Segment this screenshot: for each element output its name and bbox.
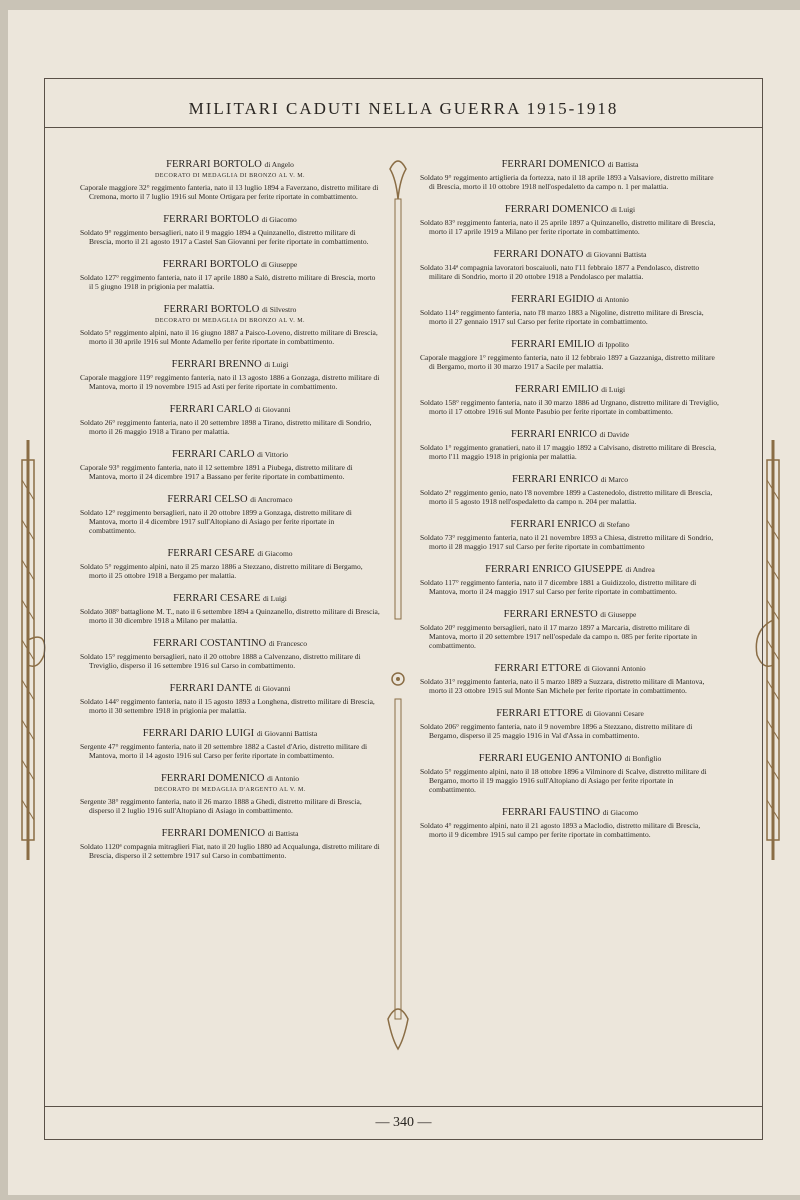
entry-text: Soldato 114° reggimento fanteria, nato l'8 marzo 1883 a Nigoline, distretto militare di Brescia, morto il 27 gennaio 1917 sul Carso per ferite riportate in combattimento.: [420, 308, 704, 326]
soldier-name: FERRARI BORTOLO: [166, 159, 262, 170]
left-column: [80, 159, 380, 873]
entry-text: Soldato 5° reggimento alpini, nato il 16 giugno 1887 a Paisco-Loveno, distretto militare di Brescia, morto il 30 aprile 1916 sul Monte Adamello per ferite riportate in combattimento.: [80, 328, 378, 346]
father-name: di Giovanni Antonio: [583, 664, 646, 673]
soldier-name: FERRARI EUGENIO ANTONIO: [478, 753, 623, 764]
father-name: di Luigi: [601, 385, 626, 394]
footer-bar: [45, 1106, 762, 1139]
father-name: di Antonio: [596, 295, 629, 304]
entry: [80, 259, 380, 291]
soldier-name: FERRARI BORTOLO: [163, 214, 259, 225]
entry: [80, 548, 380, 580]
entry: [420, 753, 720, 794]
entry-text: Soldato 308° battaglione M. T., nato il 6 settembre 1894 a Quinzanello, distretto militare di Brescia, morto il 30 dicembre 1918 a Milano per malattia.: [80, 607, 380, 625]
father-name: di Giuseppe: [261, 260, 298, 269]
entry: [80, 728, 380, 760]
soldier-name: FERRARI DOMENICO: [160, 773, 265, 784]
father-name: di Giacomo: [261, 215, 297, 224]
soldier-name: FERRARI DOMENICO: [504, 204, 609, 215]
entry-text: Soldato 9° reggimento bersaglieri, nato il 9 maggio 1894 a Quinzanello, distretto militare di Brescia, morto il 21 agosto 1917 a Castel San Giovanni per ferite riportate in combattimento.: [80, 228, 369, 246]
soldier-name: FERRARI ENRICO GIUSEPPE: [485, 564, 623, 575]
father-name: di Ippolito: [597, 340, 629, 349]
entry: [420, 564, 720, 596]
soldier-name: FERRARI FAUSTINO: [502, 807, 601, 818]
entry-text: Caporale 93° reggimento fanteria, nato il 12 settembre 1891 a Piubega, distretto militare di Mantova, morto il 24 dicembre 1917 a Bassano per ferite riportate in combattimento.: [80, 463, 353, 481]
entry: [420, 708, 720, 740]
entry: [80, 593, 380, 625]
father-name: di Marco: [600, 475, 628, 484]
father-name: di Giuseppe: [600, 610, 637, 619]
soldier-name: FERRARI ETTORE: [494, 663, 582, 674]
entry: [80, 773, 380, 815]
father-name: di Francesco: [268, 639, 307, 648]
entry-text: Soldato 26° reggimento fanteria, nato il 20 settembre 1898 a Tirano, distretto militare di Sondrio, morto il 26 maggio 1918 a Tirano per malattia.: [80, 418, 372, 436]
medal-note: DECORATO DI MEDAGLIA DI BRONZO AL V. M.: [154, 318, 306, 324]
soldier-name: FERRARI ENRICO: [510, 519, 597, 530]
soldier-name: FERRARI ENRICO: [512, 474, 599, 485]
soldier-name: FERRARI DOMENICO: [161, 828, 266, 839]
father-name: di Giovanni Cesare: [585, 709, 644, 718]
father-name: di Bonfiglio: [624, 754, 662, 763]
soldier-name: FERRARI CELSO: [167, 494, 248, 505]
entry-text: Soldato 127° reggimento fanteria, nato il 17 aprile 1880 a Salò, distretto militare di Brescia, morto il 5 giugno 1918 in prigionia per malattia.: [80, 273, 376, 291]
soldier-name: FERRARI ERNESTO: [503, 609, 598, 620]
entry-text: Soldato 144° reggimento fanteria, nato il 15 agosto 1893 a Longhena, distretto militare di Brescia, morto il 30 settembre 1918 in prigionia per malattia.: [80, 697, 375, 715]
father-name: di Luigi: [262, 594, 287, 603]
entry-text: Soldato 1120ª compagnia mitraglieri Fiat, nato il 20 luglio 1880 ad Acqualunga, distretto militare di Brescia, disperso il 2 settembre 1917 sul Carso in combattimento.: [80, 842, 380, 860]
father-name: di Antonio: [267, 774, 300, 783]
father-name: di Andrea: [625, 565, 655, 574]
entry-text: Soldato 314ª compagnia lavoratori boscaiuoli, nato l'11 febbraio 1877 a Pendolasco, distretto militare di Sondrio, morto il 20 ottobre 1918 a Pendolasco per malattia.: [420, 263, 700, 281]
entry: [420, 384, 720, 416]
soldier-name: FERRARI CESARE: [173, 593, 261, 604]
entry-text: Caporale maggiore 119° reggimento fanteria, nato il 13 agosto 1886 a Gonzaga, distretto militare di Mantova, morto il 19 novembre 1915 ad Asti per ferite riportate in combattimento.: [80, 373, 380, 391]
soldier-name: FERRARI EMILIO: [511, 339, 595, 350]
soldier-name: FERRARI ETTORE: [496, 708, 584, 719]
entry-text: Soldato 1° reggimento granatieri, nato il 17 maggio 1892 a Calvisano, distretto militare di Brescia, morto l'11 maggio 1918 in prigionia per malattia.: [420, 443, 717, 461]
father-name: di Giovanni Battista: [586, 250, 647, 259]
entry: [80, 404, 380, 436]
page-title: MILITARI CADUTI NELLA GUERRA 1915-1918: [188, 99, 619, 118]
page-number: — 340 —: [375, 1115, 432, 1130]
medal-note: DECORATO DI MEDAGLIA D'ARGENTO AL V. M.: [154, 787, 306, 793]
entry-text: Soldato 2° reggimento genio, nato l'8 novembre 1899 a Castenedolo, distretto militare di Brescia, morto il 5 agosto 1918 nell'ospedaletto da campo n. 204 per malattia.: [420, 488, 713, 506]
entry-text: Soldato 4° reggimento alpini, nato il 21 agosto 1893 a Maclodio, distretto militare di Brescia, morto il 9 dicembre 1915 sul campo per ferite riportate in combattimento.: [420, 821, 701, 839]
soldier-name: FERRARI CARLO: [171, 449, 255, 460]
entry: [420, 609, 720, 650]
entry: [420, 204, 720, 236]
entry: [420, 159, 720, 191]
father-name: di Davide: [599, 430, 630, 439]
entry-text: Soldato 73° reggimento fanteria, nato il 21 novembre 1893 a Chiesa, distretto militare di Sondrio, morto il 28 maggio 1917 sul Carso per ferite riportate in combattimento: [420, 533, 714, 551]
title-bar: [45, 79, 762, 128]
soldier-name: FERRARI DARIO LUIGI: [142, 728, 255, 739]
soldier-name: FERRARI CARLO: [169, 404, 253, 415]
father-name: di Battista: [607, 160, 639, 169]
father-name: di Giovanni Battista: [256, 729, 318, 738]
medal-note: DECORATO DI MEDAGLIA DI BRONZO AL V. M.: [154, 173, 306, 179]
soldier-name: FERRARI CESARE: [167, 548, 255, 559]
entry: [80, 449, 380, 481]
entry-text: Soldato 5° reggimento alpini, nato il 18 ottobre 1896 a Vilminore di Scalve, distretto militare di Bergamo, morto il 19 maggio 1916 sull'Altopiano di Asiago per ferite riportate in combattimento.: [420, 767, 707, 794]
soldier-name: FERRARI BRENNO: [171, 359, 262, 370]
soldier-name: FERRARI DONATO: [493, 249, 584, 260]
entry-text: Soldato 158° reggimento fanteria, nato il 30 marzo 1886 ad Urgnano, distretto militare di Treviglio, morto il 17 ottobre 1916 sul Monte Pasubio per ferite riportate in combattimento.: [420, 398, 719, 416]
entry-text: Soldato 12° reggimento bersaglieri, nato il 20 ottobre 1899 a Gonzaga, distretto militare di Mantova, morto il 4 dicembre 1917 sull'Altopiano di Asiago per ferite riportate in combattimento.: [80, 508, 352, 535]
entry: [80, 638, 380, 670]
left-fasces-ornament-icon: [8, 440, 48, 860]
entry-text: Soldato 31° reggimento fanteria, nato il 5 marzo 1889 a Suzzara, distretto militare di Mantova, morto il 23 ottobre 1915 sul Monte San Michele per ferite riportate in combattimento.: [420, 677, 705, 695]
entry: [420, 339, 720, 371]
entry: [80, 359, 380, 391]
soldier-name: FERRARI BORTOLO: [163, 304, 260, 315]
central-torch-ornament-icon: [386, 159, 410, 1059]
soldier-name: FERRARI DOMENICO: [501, 159, 606, 170]
father-name: di Giacomo: [602, 808, 638, 817]
entry: [420, 807, 720, 839]
entry: [420, 474, 720, 506]
entry-text: Caporale maggiore 32° reggimento fanteria, nato il 13 luglio 1894 a Faverzano, distretto militare di Cremona, morto il 7 luglio 1916 sul Monte Ortigara per ferite riportate in combattimento.: [80, 183, 379, 201]
soldier-name: FERRARI DANTE: [169, 683, 253, 694]
father-name: di Luigi: [264, 360, 289, 369]
right-column: [420, 159, 720, 852]
entry: [80, 494, 380, 535]
entry-text: Soldato 15° reggimento bersaglieri, nato il 20 ottobre 1888 a Calvenzano, distretto militare di Treviglio, disperso il 16 settembre 1916 sul Carso in combattimento.: [80, 652, 361, 670]
soldier-name: FERRARI EMILIO: [514, 384, 599, 395]
father-name: di Battista: [267, 829, 299, 838]
father-name: di Giovanni: [254, 405, 291, 414]
entry-text: Soldato 20° reggimento bersaglieri, nato il 17 marzo 1897 a Marcaria, distretto militare di Mantova, morto il 20 settembre 1917 nell'ospedale da campo n. 085 per ferite riportate in combattimento.: [420, 623, 697, 650]
soldier-name: FERRARI EGIDIO: [511, 294, 595, 305]
father-name: di Stefano: [599, 520, 630, 529]
entry-text: Soldato 117° reggimento fanteria, nato il 7 dicembre 1881 a Guidizzolo, distretto militare di Mantova, morto il 24 maggio 1917 sul Carso per ferite riportate in combattimento.: [420, 578, 697, 596]
page-frame: [44, 78, 763, 1140]
entry: [420, 429, 720, 461]
father-name: di Giacomo: [257, 549, 293, 558]
entry: [420, 294, 720, 326]
soldier-name: FERRARI BORTOLO: [162, 259, 259, 270]
father-name: di Vittorio: [257, 450, 289, 459]
entry: [80, 214, 380, 246]
entry: [80, 159, 380, 201]
father-name: di Luigi: [611, 205, 636, 214]
father-name: di Giovanni: [254, 684, 291, 693]
entry-text: Soldato 9° reggimento artiglieria da fortezza, nato il 18 aprile 1893 a Valsaviore, distretto militare di Brescia, morto il 10 ottobre 1918 nell'ospedaletto da campo n. 1 per malattia.: [420, 173, 714, 191]
entry-text: Sergente 38° reggimento fanteria, nato il 26 marzo 1888 a Ghedi, distretto militare di Brescia, disperso il 2 luglio 1916 sull'Altopiano di Asiago in combattimento.: [80, 797, 362, 815]
book-page: [8, 10, 800, 1195]
entry: [420, 519, 720, 551]
entry-text: Soldato 5° reggimento alpini, nato il 25 marzo 1886 a Stezzano, distretto militare di Bergamo, morto il 25 ottobre 1918 a Bergamo per malattia.: [80, 562, 363, 580]
father-name: di Silvestro: [261, 305, 297, 314]
entry: [80, 304, 380, 346]
entry-text: Soldato 83° reggimento fanteria, nato il 25 aprile 1897 a Quinzanello, distretto militare di Brescia, morto il 17 aprile 1919 a Milano per ferite riportate in combattimento.: [420, 218, 716, 236]
soldier-name: FERRARI ENRICO: [510, 429, 598, 440]
entry: [420, 663, 720, 695]
entry: [80, 828, 380, 860]
father-name: di Ancromaco: [250, 495, 293, 504]
entry: [420, 249, 720, 281]
soldier-name: FERRARI COSTANTINO: [153, 638, 267, 649]
entry-text: Sergente 47° reggimento fanteria, nato il 20 settembre 1882 a Castel d'Ario, distretto militare di Mantova, morto il 14 agosto 1916 sul Carso per ferite riportate in combattimento.: [80, 742, 368, 760]
father-name: di Angelo: [264, 160, 294, 169]
entry-text: Soldato 206° reggimento fanteria, nato il 9 novembre 1896 a Stezzano, distretto militare di Bergamo, disperso il 25 maggio 1916 in Val d'Assa in combattimento.: [420, 722, 693, 740]
entry: [80, 683, 380, 715]
entry-text: Caporale maggiore 1° reggimento fanteria, nato il 12 febbraio 1897 a Gazzaniga, distretto militare di Bergamo, morto il 30 marzo 1917 a Sacile per malattia.: [420, 353, 715, 371]
